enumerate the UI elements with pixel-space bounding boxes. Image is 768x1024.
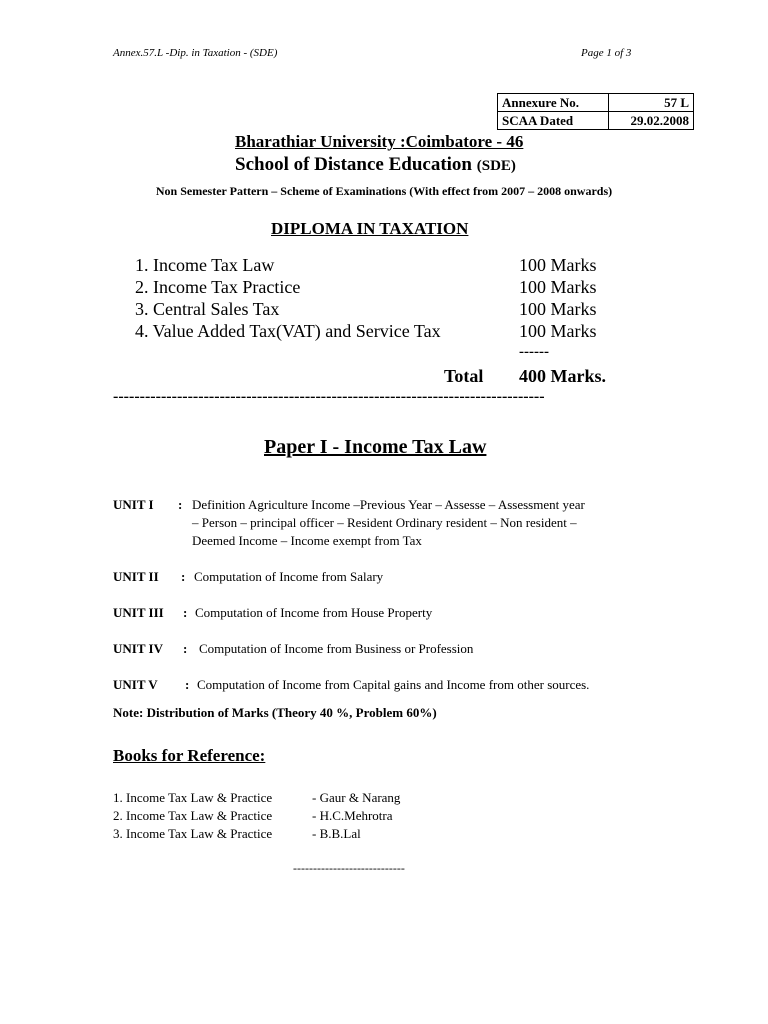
school-abbr: (SDE) [476, 158, 516, 174]
book-author: - H.C.Mehrotra [312, 808, 393, 823]
subject-marks: 100 Marks [519, 321, 597, 341]
unit-item [113, 496, 673, 552]
total-value: 400 Marks. [519, 366, 606, 386]
annexure-number: 57 L [609, 94, 694, 112]
running-header-title: Annex.57.L -Dip. in Taxation - (SDE) [113, 47, 278, 59]
unit-description: Computation of Income from Salary [194, 569, 384, 584]
subject-marks: 100 Marks [519, 255, 597, 275]
exam-pattern: Non Semester Pattern – Scheme of Examinations (With effect from 2007 – 2008 onwards) [155, 184, 613, 198]
subject-marks: 100 Marks [519, 299, 597, 319]
unit-item [113, 640, 673, 658]
scaa-label: SCAA Dated [498, 112, 609, 130]
unit-label: UNIT V [113, 677, 158, 692]
unit-description: Computation of Income from Capital gains and Income from other sources. [197, 677, 590, 692]
book-author: - B.B.Lal [312, 826, 361, 841]
diploma-title: DIPLOMA IN TAXATION [271, 219, 469, 238]
unit-colon: : [178, 497, 183, 512]
subject-name: 1. Income Tax Law [135, 255, 275, 275]
unit-description: Computation of Income from Business or Profession [199, 641, 474, 656]
subject-name: 2. Income Tax Practice [135, 277, 301, 297]
end-rule: ---------------------------- [293, 861, 405, 875]
book-title: 2. Income Tax Law & Practice [113, 808, 273, 823]
unit-item [113, 676, 673, 694]
school-title [235, 154, 516, 176]
subject-marks: 100 Marks [519, 277, 597, 297]
annexure-row [498, 94, 694, 112]
annexure-label: Annexure No. [498, 94, 609, 112]
unit-colon: : [183, 641, 188, 656]
scaa-date: 29.02.2008 [609, 112, 694, 130]
unit-colon: : [181, 569, 186, 584]
unit-item [113, 568, 673, 586]
subject-name: 4. Value Added Tax(VAT) and Service Tax [135, 321, 441, 341]
total-label: Total [444, 366, 484, 386]
unit-description: Computation of Income from House Property [195, 605, 433, 620]
books-heading: Books for Reference: [113, 746, 266, 765]
page-number: Page 1 of 3 [581, 47, 632, 59]
section-separator: --------------------------------------------------------------------------------- [113, 388, 545, 405]
unit-colon: : [183, 605, 188, 620]
book-author: - Gaur & Narang [312, 790, 401, 805]
subject-name: 3. Central Sales Tax [135, 299, 280, 319]
school-name: School of Distance Education [235, 154, 472, 175]
unit-label: UNIT I [113, 497, 154, 512]
unit-label: UNIT III [113, 605, 164, 620]
book-title: 1. Income Tax Law & Practice [113, 790, 273, 805]
annexure-row [498, 112, 694, 130]
total-dashes: ------ [519, 344, 549, 360]
unit-label: UNIT IV [113, 641, 163, 656]
unit-item [113, 604, 673, 622]
book-title: 3. Income Tax Law & Practice [113, 826, 273, 841]
unit-label: UNIT II [113, 569, 159, 584]
marks-distribution-note: Note: Distribution of Marks (Theory 40 %, Problem 60%) [113, 705, 437, 720]
annexure-table [497, 93, 694, 130]
unit-description: Deemed Income – Income exempt from Tax [192, 533, 422, 548]
university-title: Bharathiar University :Coimbatore - 46 [235, 132, 524, 151]
unit-description: – Person – principal officer – Resident Ordinary resident – Non resident – [192, 515, 577, 530]
unit-description: Definition Agriculture Income –Previous Year – Assesse – Assessment year [192, 497, 585, 512]
paper-title: Paper I - Income Tax Law [264, 436, 487, 458]
unit-colon: : [185, 677, 190, 692]
